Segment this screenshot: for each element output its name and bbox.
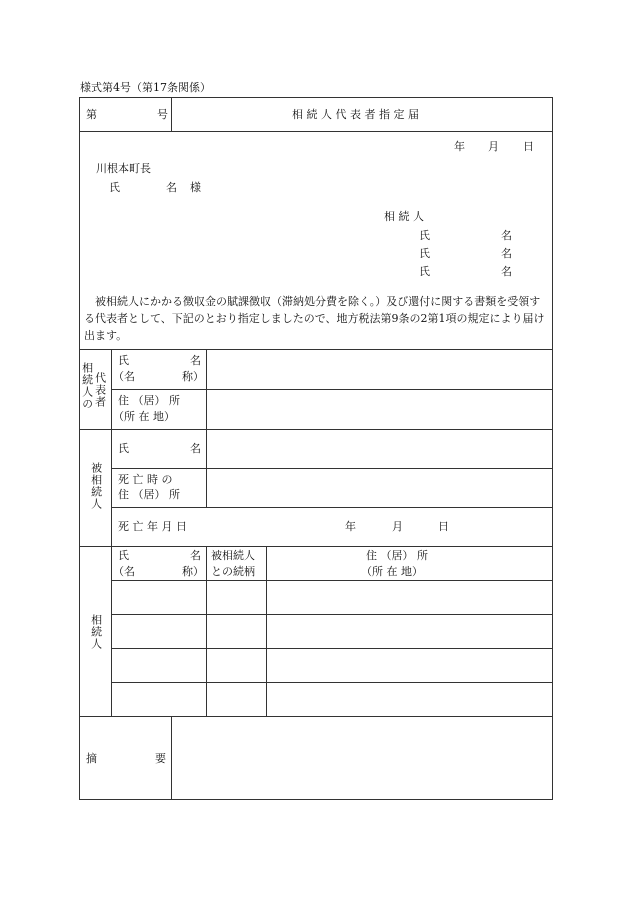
dec-row-divider-2 [111,507,553,508]
heir-name-left-3: 氏 [419,265,430,278]
rep-address-l2: （所 在 地） [113,410,175,423]
summary-label-right: 要 [155,752,166,765]
heir-name-left-2: 氏 [419,247,430,260]
recipient-name-right: 名 [166,181,177,194]
heirs-col-relation-l1: 被相続人 [211,549,255,562]
number-prefix: 第 [86,108,97,121]
heirs-row-divider-3 [111,648,553,649]
rep-name-l2: （名 [113,370,135,383]
heirs-table [79,546,553,717]
rep-name-l1: 氏 [118,354,129,367]
dec-name-r1: 名 [190,442,201,455]
heirs-row-divider-4 [111,682,553,683]
dec-col-divider [111,429,112,547]
death-date-day: 日 [438,520,449,533]
summary-section [79,716,553,800]
heirs-col-relation-l2: との続柄 [211,565,255,578]
form-number-label: 様式第4号（第17条関係） [80,81,211,94]
dec-name-l1: 氏 [118,442,129,455]
recipient-office: 川根本町長 [96,162,151,175]
recipient-name-left: 氏 [109,181,120,194]
heirs-col-name-l1: 氏 [118,549,129,562]
heir-name-right-2: 名 [501,247,512,260]
recipient-honorific: 様 [190,181,201,194]
heirs-col-name-l2: （名 [113,565,135,578]
summary-label-left: 摘 [86,752,97,765]
heirs-col-divider-1 [111,546,112,717]
heirs-row-divider-1 [111,580,553,581]
date-month: 月 [488,140,499,153]
heirs-col-name-r2: 称） [182,565,204,578]
heir-name-right-1: 名 [501,229,512,242]
dec-row-divider-1 [111,468,553,469]
dec-address-l1: 死 亡 時 の [118,473,173,486]
header-divider [171,97,172,132]
death-date-year: 年 [345,520,356,533]
date-day: 日 [523,140,534,153]
rep-address-l1: 住 （居） 所 [118,394,180,407]
rep-name-r2: 称） [182,370,204,383]
dec-address-l2: 住 （居） 所 [118,488,180,501]
rep-row-divider [111,389,553,390]
representative-label-2: 代表者 [93,372,107,408]
document-title: 相 続 人 代 表 者 指 定 届 [292,108,419,121]
representative-label-1: 相続人の [80,362,94,410]
heirs-label: 相続人 [89,614,103,650]
heirs-col-name-r1: 名 [190,549,201,562]
heirs-row-divider-2 [111,614,553,615]
death-date-label: 死 亡 年 月 日 [118,520,187,533]
heir-name-left-1: 氏 [419,229,430,242]
heirs-col-divider-2 [206,546,207,717]
summary-divider [171,716,172,800]
heirs-col-address-l1: 住 （居） 所 [366,549,428,562]
date-year: 年 [454,140,465,153]
death-date-month: 月 [392,520,403,533]
rep-name-r1: 名 [190,354,201,367]
number-suffix: 号 [157,108,168,121]
heir-name-right-3: 名 [501,265,512,278]
heirs-col-divider-3 [266,546,267,717]
deceased-label: 被相続人 [89,462,103,510]
declaration-text: 被相続人にかかる徴収金の賦課徴収（滞納処分費を除く。）及び還付に関する書類を受領する代表者として、下記のとおり指定しましたので、地方税法第9条の2第1項の規定により届け出ます。 [84,295,545,342]
heirs-signature-label: 相 続 人 [384,210,424,223]
heirs-col-address-l2: （所 在 地） [361,565,423,578]
